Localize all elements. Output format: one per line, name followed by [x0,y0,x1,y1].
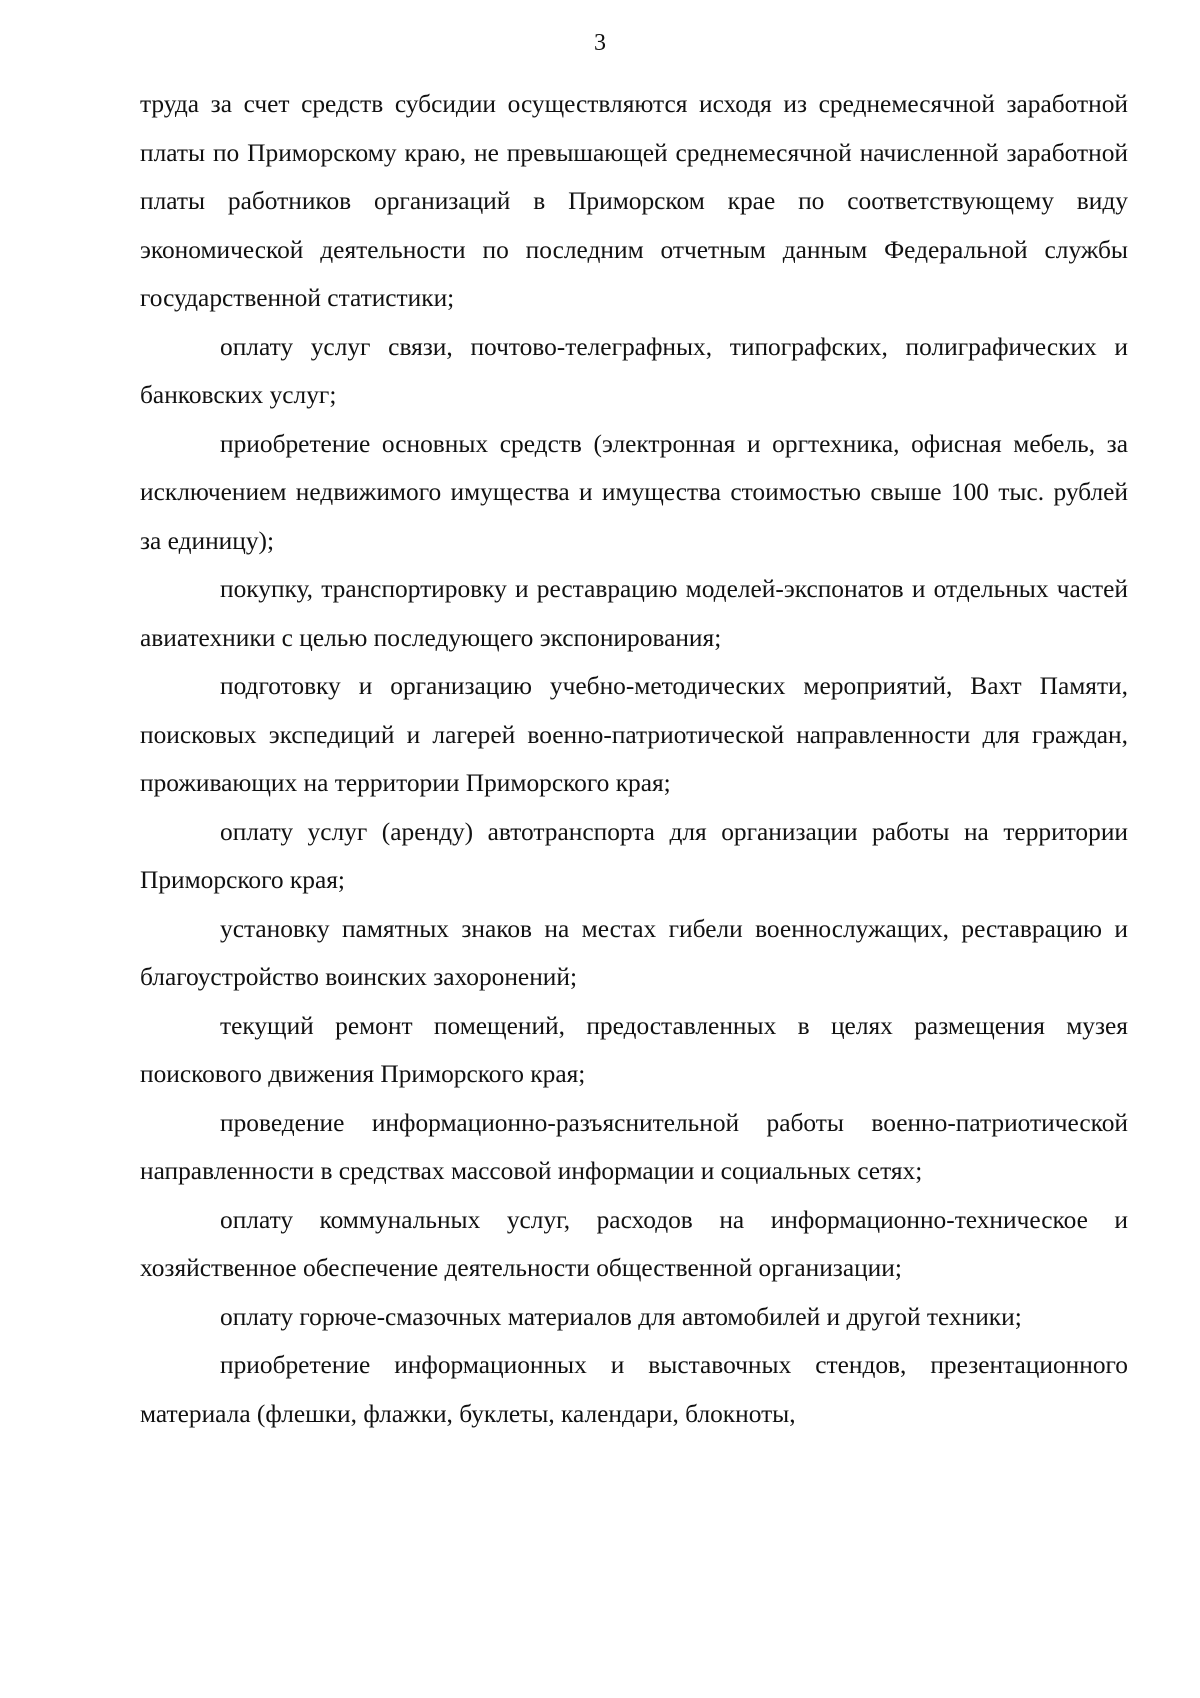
paragraph-memorial-signs: установку памятных знаков на местах гибели военнослужащих, реставрацию и благоустройство воинских захоронений; [140,914,1128,991]
paragraph-fuel-lubricants: оплату горюче-смазочных материалов для автомобилей и другой техники; [220,1302,1022,1331]
paragraph-fixed-assets: приобретение основных средств (электронная и оргтехника, офисная мебель, за исключением недвижимого имущества и имущества стоимостью свыше 100 тыс. рублей за единицу); [140,429,1128,555]
paragraph-media-outreach: проведение информационно-разъяснительной работы военно-патриотической направленности в средствах массовой информации и социальных сетях; [140,1108,1128,1185]
paragraph-aviation-exhibits: покупку, транспортировку и реставрацию моделей-экспонатов и отдельных частей авиатехники с целью последующего экспонирования; [140,575,1128,652]
paragraph-communication-services: оплату услуг связи, почтово-телеграфных, типографских, полиграфических и банковских услуг; [140,332,1128,409]
paragraph-exhibition-stands: приобретение информационных и выставочных стендов, презентационного материала (флешки, флажки, буклеты, календари, блокноты, [140,1351,1128,1428]
paragraph-educational-events: подготовку и организацию учебно-методических мероприятий, Вахт Памяти, поисковых экспедиций и лагерей военно-патриотической направленности для граждан, проживающих на территории Приморского края; [140,672,1128,797]
paragraph-museum-repair: текущий ремонт помещений, предоставленных в целях размещения музея поискового движения Приморского края; [140,1011,1128,1088]
page-number: 3 [594,30,606,56]
paragraph-vehicle-rental: оплату услуг (аренду) автотранспорта для организации работы на территории Приморского края; [140,817,1128,894]
document-body [140,80,1128,1438]
paragraph-continuation: труда за счет средств субсидии осуществляются исходя из среднемесячной заработной платы по Приморскому краю, не превышающей среднемесячной начисленной заработной платы работников организаций в Приморском крае по соответствующему виду экономической деятельности по последним отчетным данным Федеральной службы государственной статистики; [140,90,1128,312]
paragraph-utilities: оплату коммунальных услуг, расходов на информационно-техническое и хозяйственное обеспечение деятельности общественной организации; [140,1205,1128,1282]
